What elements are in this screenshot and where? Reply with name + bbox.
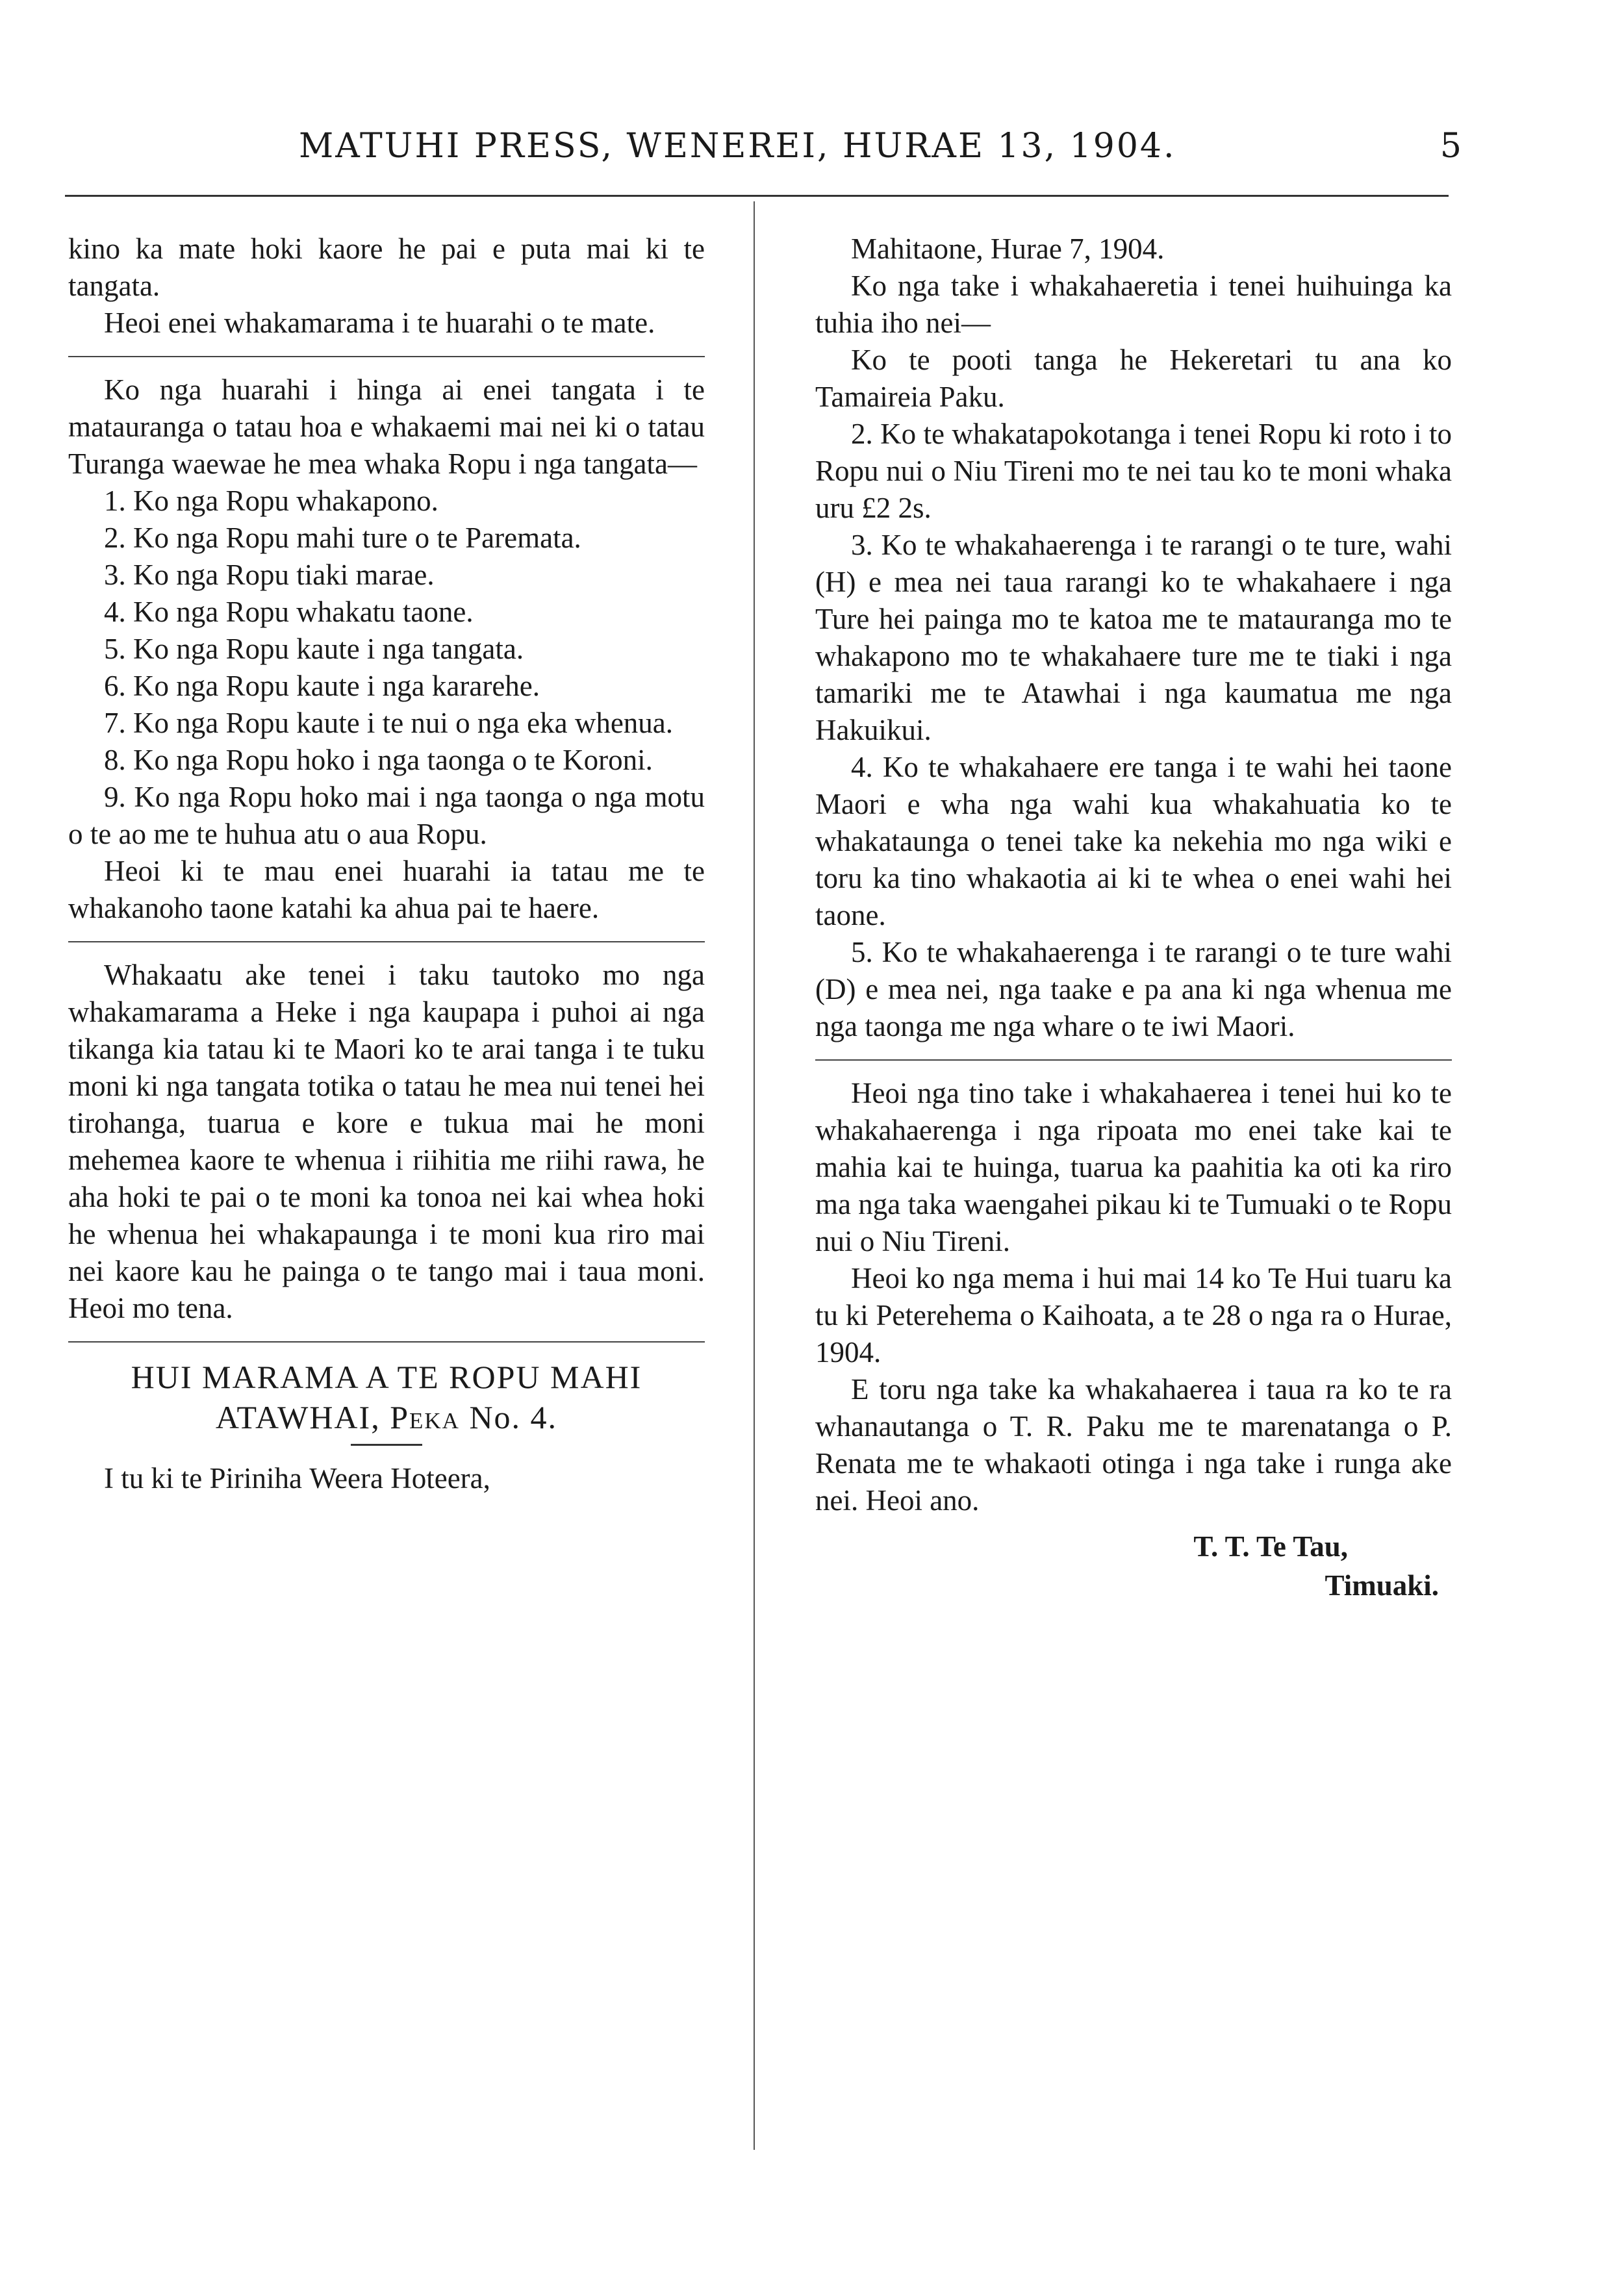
list-item: 6. Ko nga Ropu kaute i nga kararehe. bbox=[104, 670, 540, 702]
column-divider bbox=[754, 201, 755, 2150]
right-column bbox=[815, 231, 1452, 1605]
list-item: 5. Ko nga Ropu kaute i nga tangata. bbox=[104, 633, 524, 665]
heading-text: No. 4. bbox=[459, 1399, 558, 1435]
header-rule bbox=[65, 195, 1449, 197]
list-item: 3. Ko nga Ropu tiaki marae. bbox=[104, 559, 435, 591]
paragraph: 5. Ko te whakahaerenga i te rarangi o te ture wahi (D) e mea nei, nga taake e pa ana ki nga whenua me nga taonga me nga whare o te iwi Maori. bbox=[815, 936, 1452, 1042]
section-rule bbox=[68, 941, 705, 942]
list-item: 9. Ko nga Ropu hoko mai i nga taonga o nga motu o te ao me te huhua atu o aua Ropu. bbox=[68, 781, 705, 850]
paragraph: Whakaatu ake tenei i taku tautoko mo nga whakamarama a Heke i nga kaupapa i puhoi ai nga tikanga kia tatau ki te Maori ko te arai tanga i te tuku moni ki nga tangata totika o tatau he mea nui tenei hei tirohanga, tuarua e kore e tukua mai he moni mehemea kaore te whenua i riihitia me riihi rawa, he aha hoki te pai o te moni ka tonoa nei kai whea hoki he whenua hei whakapaunga i te moni kua riro mai nei kaore kau he painga o te tango mai i taua moni. Heoi mo tena. bbox=[68, 959, 705, 1324]
paragraph: Ko nga take i whakahaeretia i tenei huihuinga ka tuhia iho nei— bbox=[815, 270, 1452, 339]
paragraph: Ko nga huarahi i hinga ai enei tangata i te matauranga o tatau hoa e whakaemi mai nei ki o tatau Turanga waewae he mea whaka Ropu i nga tangata— bbox=[68, 373, 705, 480]
list-item: 7. Ko nga Ropu kaute i te nui o nga eka whenua. bbox=[104, 707, 674, 739]
section-rule bbox=[68, 356, 705, 357]
paragraph: Heoi ko nga mema i hui mai 14 ko Te Hui tuaru ka tu ki Peterehema o Kaihoata, a te 28 o nga ra o Hurae, 1904. bbox=[815, 1262, 1452, 1369]
paragraph: I tu ki te Pirinihа Weera Hoteera, bbox=[104, 1462, 490, 1495]
section-rule bbox=[815, 1059, 1452, 1061]
section-rule bbox=[68, 1341, 705, 1343]
paragraph: 4. Ko te whakahaere ere tanga i te wahi hei taone Maori e wha nga wahi kua whakahuatia ko te whakataunga o tenei take ka nekehia mo nga wiki e toru ka tino whakaotia ai ki te whea o enei wahi hei taone. bbox=[815, 751, 1452, 931]
paragraph: 2. Ko te whakatapokotanga i tenei Ropu ki roto i to Ropu nui o Niu Tireni mo te nei tau ko te moni whaka uru £2 2s. bbox=[815, 418, 1452, 524]
newspaper-title: MATUHI PRESS, WENEREI, HURAE 13, 1904. bbox=[299, 127, 1176, 166]
list-item: 1. Ko nga Ropu whakapono. bbox=[104, 485, 438, 517]
heading-line bbox=[68, 1397, 705, 1437]
heading-text: Peka bbox=[390, 1399, 460, 1435]
left-column bbox=[68, 231, 705, 1497]
paragraph: Heoi enei whakamarama i te huarahi o te mate. bbox=[104, 307, 655, 339]
article-heading bbox=[68, 1357, 705, 1437]
heading-rule bbox=[351, 1444, 422, 1446]
page-number: 5 bbox=[1440, 127, 1462, 166]
signature-title: Timuaki. bbox=[1325, 1569, 1439, 1602]
paragraph: Ko te pooti tanga he Hekeretari tu ana ko Tamaireia Paku. bbox=[815, 344, 1452, 413]
signature-block bbox=[815, 1527, 1452, 1605]
heading-text: ATAWHAI, bbox=[215, 1399, 390, 1435]
paragraph: Heoi nga tino take i whakahaerea i tenei hui ko te whakahaerenga i nga ripoata mo enei take kai te mahia kai te huinga, tuarua ka paahitia ka oti ka riro ma nga taka waengahei pikau ki te Tumuaki o te Ropu nui o Niu Tireni. bbox=[815, 1077, 1452, 1257]
numbered-list bbox=[68, 483, 705, 853]
signature-name: T. T. Te Tau, bbox=[1193, 1530, 1348, 1563]
heading-line: HUI MARAMA A TE ROPU MAHI bbox=[131, 1359, 642, 1395]
paragraph: Heoi ki te mau enei huarahi ia tatau me te whakanoho taone katahi ka ahua pai te haere. bbox=[68, 855, 705, 924]
list-item: 8. Ko nga Ropu hoko i nga taonga o te Koroni. bbox=[104, 744, 653, 776]
paragraph: E toru nga take ka whakahaerea i taua ra ko te ra whanautanga o T. R. Paku me te marenatanga o P. Renata me te whakaoti otinga i nga take i runga ake nei. Heoi ano. bbox=[815, 1373, 1452, 1517]
list-item: 2. Ko nga Ropu mahi ture o te Paremata. bbox=[104, 522, 581, 554]
paragraph: Mahitaone, Hurae 7, 1904. bbox=[851, 233, 1165, 265]
paragraph: 3. Ko te whakahaerenga i te rarangi o te ture, wahi (H) e mea nei taua rarangi ko te whakahaere i nga Ture hei painga mo te katoa me te matauranga mo te whakapono mo te whakahaere ture me te tiaki i nga tamariki me te Atawhai i nga kaumatua me nga Hakuikui. bbox=[815, 529, 1452, 746]
paragraph: kino ka mate hoki kaore he pai e puta mai ki te tangata. bbox=[68, 233, 705, 302]
page-header bbox=[65, 127, 1462, 179]
list-item: 4. Ko nga Ropu whakatu taone. bbox=[104, 596, 474, 628]
